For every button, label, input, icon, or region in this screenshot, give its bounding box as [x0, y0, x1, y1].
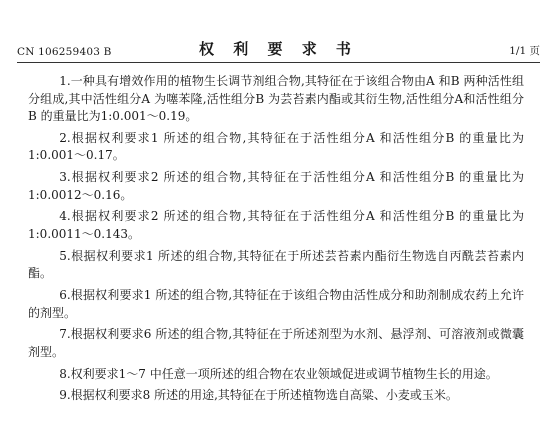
- claims-list: [28, 73, 524, 409]
- header-divider: [17, 62, 540, 63]
- claim-2: 2.根据权利要求1 所述的组合物,其特征在于活性组分A 和活性组分B 的重量比为1:0.001～0.17。: [28, 130, 524, 163]
- claim-7: 7.根据权利要求6 所述的组合物,其特征在于所述剂型为水剂、悬浮剂、可溶液剂或微囊剂型。: [28, 327, 524, 359]
- page-count: 1/1 页: [509, 45, 540, 57]
- document-number: CN 106259403 B: [17, 46, 112, 58]
- claim-6: 6.根据权利要求1 所述的组合物,其特征在于该组合物由活性成分和助剂制成农药上允许的剂型。: [28, 288, 524, 320]
- claim-3: 3.根据权利要求2 所述的组合物,其特征在于活性组分A 和活性组分B 的重量比为1:0.0012～0.16。: [28, 170, 524, 202]
- claim-8: 8.权利要求1～7 中任意一项所述的组合物在农业领域促进或调节植物生长的用途。: [59, 366, 498, 381]
- claim-9: 9.根据权利要求8 所述的用途,其特征在于所述植物选自高粱、小麦或玉米。: [59, 388, 458, 403]
- claim-1: 1.一种具有增效作用的植物生长调节剂组合物,其特征在于该组合物由A 和B 两种活性组分组成,其中活性组分A 为噻苯隆,活性组分B 为芸苔素内酯或其衍生物,活性组分A和活性组分B 的重量比为1:0.001～0.19。: [28, 74, 524, 124]
- claim-4: 4.根据权利要求2 所述的组合物,其特征在于活性组分A 和活性组分B 的重量比为1:0.0011～0.143。: [28, 209, 524, 242]
- page-header: [17, 38, 540, 62]
- document-title: 权 利 要 求 书: [199, 40, 358, 58]
- claim-5: 5.根据权利要求1 所述的组合物,其特征在于所述芸苔素内酯衍生物选自丙酰芸苔素内酯。: [28, 248, 524, 281]
